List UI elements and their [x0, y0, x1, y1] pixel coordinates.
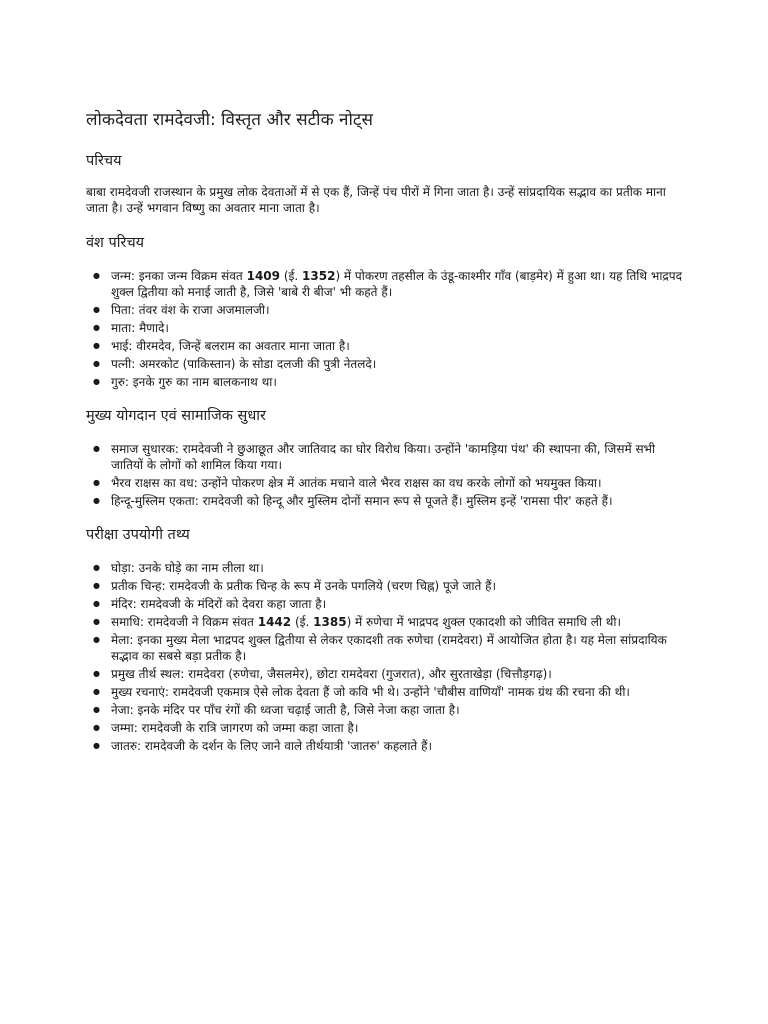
- facts-list: [86, 560, 688, 754]
- list-item: ● प्रमुख तीर्थ स्थल: रामदेवरा (रुणेचा, जैसलमेर), छोटा रामदेवरा (गुजरात), और सुरताखेड़ा (चित्तौड़गढ़)।: [86, 666, 688, 682]
- contribution-heading: मुख्य योगदान एवं सामाजिक सुधार: [86, 408, 266, 424]
- list-item: ● जम्मा: रामदेवजी के रात्रि जागरण को जम्मा कहा जाता है।: [86, 720, 688, 736]
- list-item: ● गुरु: इनके गुरु का नाम बालकनाथ था।: [86, 374, 688, 390]
- list-item: ● हिन्दू-मुस्लिम एकता: रामदेवजी को हिन्दू और मुस्लिम दोनों समान रूप से पूजते हैं। मुस्लिम इन्हें 'रामसा पीर' कहते हैं।: [86, 493, 688, 509]
- samadhi-text-mid: (ई.: [291, 615, 314, 629]
- list-item: ● प्रतीक चिन्ह: रामदेवजी के प्रतीक चिन्ह के रूप में उनके पगलिये (चरण चिह्न) पूजे जाते हैं।: [86, 578, 688, 594]
- birth-year-vs: 1409: [246, 269, 280, 283]
- list-item-birth: [86, 268, 688, 300]
- intro-heading: परिचय: [86, 153, 122, 169]
- list-item-samadhi: [86, 614, 688, 630]
- list-item: ● पिता: तंवर वंश के राजा अजमालजी।: [86, 302, 688, 318]
- samadhi-year-vs: 1442: [257, 615, 292, 629]
- lineage-heading: वंश परिचय: [86, 235, 145, 251]
- list-item: ● मुख्य रचनाएं: रामदेवजी एकमात्र ऐसे लोक देवता हैं जो कवि भी थे। उन्होंने 'चौबीस वाणियाँ' नामक ग्रंथ की रचना की थी।: [86, 684, 688, 700]
- samadhi-text-start: समाधि: रामदेवजी ने विक्रम संवत: [111, 615, 258, 629]
- list-item: ● भाई: वीरमदेव, जिन्हें बलराम का अवतार माना जाता है।: [86, 338, 688, 354]
- page-title: लोकदेवता रामदेवजी: विस्तृत और सटीक नोट्स: [86, 110, 373, 130]
- list-item: ● माता: मैणादे।: [86, 320, 688, 336]
- list-item: ● समाज सुधारक: रामदेवजी ने छुआछूत और जातिवाद का घोर विरोध किया। उन्होंने 'कामड़िया पंथ' की स्थापना की, जिसमें सभी जातियों के लोगों को शामिल किया गया।: [86, 441, 688, 473]
- samadhi-text-end: ) में रुणेचा में भाद्रपद शुक्ल एकादशी को जीवित समाधि ली थी।: [346, 615, 622, 629]
- facts-heading: परीक्षा उपयोगी तथ्य: [86, 527, 190, 543]
- birth-text-mid: (ई.: [280, 269, 303, 283]
- samadhi-year-ad: 1385: [313, 615, 347, 629]
- contribution-list: [86, 441, 688, 509]
- intro-paragraph: बाबा रामदेवजी राजस्थान के प्रमुख लोक देवताओं में से एक हैं, जिन्हें पंच पीरों में गिना जाता है। उन्हें सांप्रदायिक सद्भाव का प्रतीक माना जाता है। उन्हें भगवान विष्णु का अवतार माना जाता है।: [86, 185, 666, 215]
- lineage-list: [86, 268, 688, 390]
- birth-text-end: ) में पोकरण तहसील के उंडू-काश्मीर गाँव (बाड़मेर) में हुआ था। यह तिथि भाद्रपद शुक्ल द्वितीया को मनाई जाती है, जिसे 'बाबे री बीज' भी कहते हैं।: [111, 269, 682, 299]
- list-item: ● नेजा: इनके मंदिर पर पाँच रंगों की ध्वजा चढ़ाई जाती है, जिसे नेजा कहा जाता है।: [86, 702, 688, 718]
- list-item: ● मंदिर: रामदेवजी के मंदिरों को देवरा कहा जाता है।: [86, 596, 688, 612]
- list-item: ● घोड़ा: उनके घोड़े का नाम लीला था।: [86, 560, 688, 576]
- list-item: ● पत्नी: अमरकोट (पाकिस्तान) के सोडा दलजी की पुत्री नेतलदे।: [86, 356, 688, 372]
- birth-year-ad: 1352: [302, 269, 336, 283]
- birth-text-start: जन्म: इनका जन्म विक्रम संवत: [111, 269, 247, 283]
- list-item: ● मेला: इनका मुख्य मेला भाद्रपद शुक्ल द्वितीया से लेकर एकादशी तक रुणेचा (रामदेवरा) में आयोजित होता है। यह मेला सांप्रदायिक सद्भाव का सबसे बड़ा प्रतीक है।: [86, 632, 688, 664]
- list-item: ● जातरु: रामदेवजी के दर्शन के लिए जाने वाले तीर्थयात्री 'जातरु' कहलाते हैं।: [86, 738, 688, 754]
- list-item: ● भैरव राक्षस का वध: उन्होंने पोकरण क्षेत्र में आतंक मचाने वाले भैरव राक्षस का वध करके लोगों को भयमुक्त किया।: [86, 475, 688, 491]
